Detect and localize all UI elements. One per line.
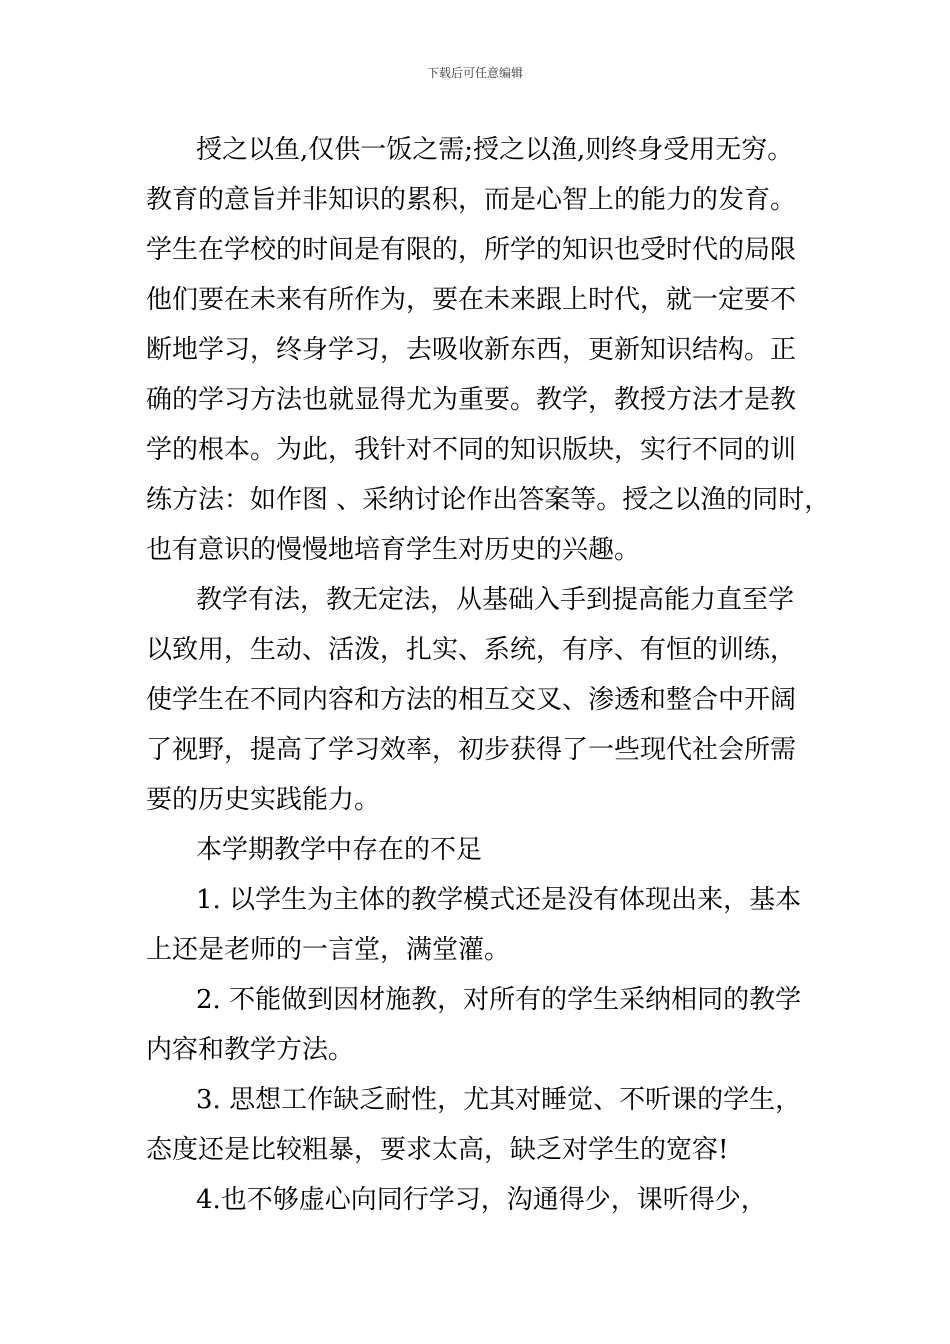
list-item-line: 4.也不够虚心向同行学习，沟通得少，课听得少， xyxy=(196,1185,767,1215)
list-item-line: 1. 以学生为主体的教学模式还是没有体现出来，基本 xyxy=(196,885,802,915)
paragraph-line: 以致用，生动、活泼，扎实、系统，有序、有恒的训练， xyxy=(146,635,797,665)
section-heading: 本学期教学中存在的不足 xyxy=(196,835,483,865)
list-item-line: 内容和教学方法。 xyxy=(146,1035,355,1065)
paragraph-line: 使学生在不同内容和方法的相互交叉、渗透和整合中开阔 xyxy=(146,685,797,715)
paragraph-line: 教学有法，教无定法，从基础入手到提高能力直至学 xyxy=(196,585,795,615)
paragraph-line: 学的根本。为此，我针对不同的知识版块，实行不同的训 xyxy=(146,435,797,465)
paragraph-line: 要的历史实践能力。 xyxy=(146,785,381,815)
paragraph-line: 授之以鱼,仅供一饭之需;授之以渔,则终身受用无穷。 xyxy=(196,135,794,165)
paragraph-line: 他们要在未来有所作为，要在未来跟上时代，就一定要不 xyxy=(146,285,797,315)
paragraph-line: 练方法：如作图 、采纳讨论作出答案等。授之以渔的同时， xyxy=(146,485,831,515)
page-header: 下载后可任意编辑 xyxy=(426,66,523,80)
paragraph-line: 教育的意旨并非知识的累积，而是心智上的能力的发育。 xyxy=(146,185,797,215)
paragraph-line: 确的学习方法也就显得尤为重要。教学，教授方法才是教 xyxy=(146,385,797,415)
paragraph-line: 学生在学校的时间是有限的，所学的知识也受时代的局限 xyxy=(146,235,797,265)
paragraph-line: 了视野，提高了学习效率，初步获得了一些现代社会所需 xyxy=(146,735,797,765)
paragraph-line: 也有意识的慢慢地培育学生对历史的兴趣。 xyxy=(146,535,641,565)
list-item-line: 态度还是比较粗暴，要求太高，缺乏对学生的宽容! xyxy=(146,1135,729,1165)
list-item-line: 上还是老师的一言堂，满堂灌。 xyxy=(146,935,511,965)
paragraph-line: 断地学习，终身学习，去吸收新东西，更新知识结构。正 xyxy=(146,335,797,365)
list-item-line: 2. 不能做到因材施教，对所有的学生采纳相同的教学 xyxy=(196,985,802,1015)
list-item-line: 3. 思想工作缺乏耐性，尤其对睡觉、不听课的学生， xyxy=(196,1085,802,1115)
